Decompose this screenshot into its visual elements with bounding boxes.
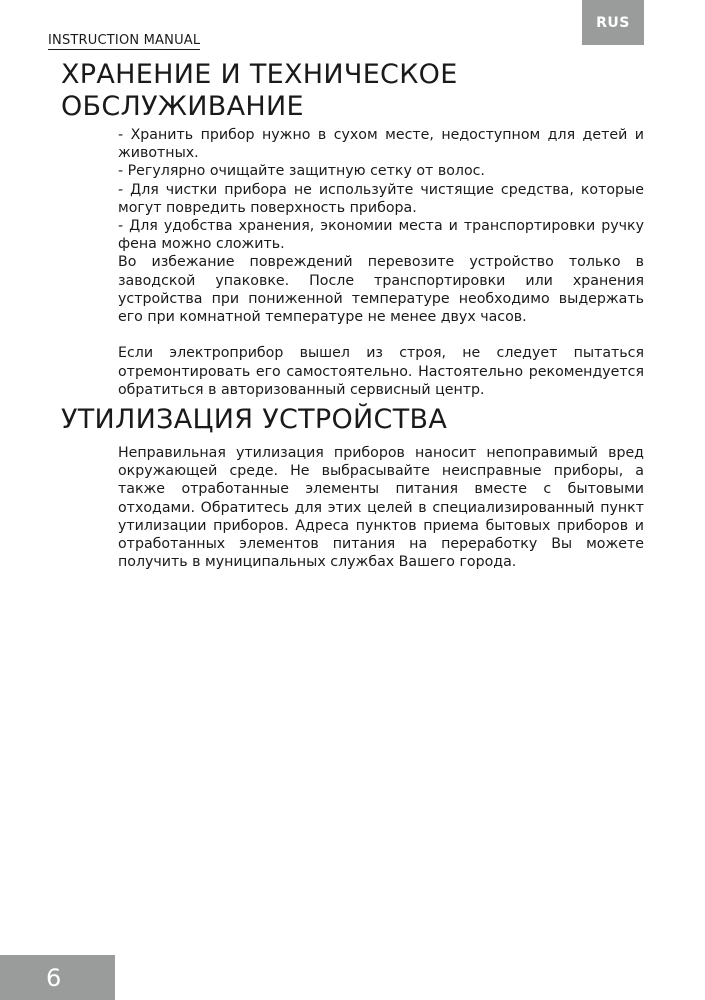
storage-paragraph: - Регулярно очищайте защитную сетку от волос.	[118, 163, 485, 180]
disposal-section-title: УТИЛИЗАЦИЯ УСТРОЙСТВА	[61, 404, 448, 435]
disposal-paragraph: Неправильная утилизация приборов наносит непоправимый вред окружающей среде. Не выбрасывайте неисправные приборы, а также отработанные элементы питания вместе с бытовыми отходами. Обратитесь для этих целей в специализированный пункт утилизации приборов. Адреса пунктов приема бытовых приборов и отработанных элементов питания на переработку Вы можете получить в муниципальных службах Вашего города.	[118, 445, 644, 571]
page-number: 6	[46, 963, 62, 992]
storage-title-line1: ХРАНЕНИЕ И ТЕХНИЧЕСКОЕ	[61, 59, 458, 90]
language-tab	[582, 0, 644, 45]
page-number-box	[0, 955, 115, 1000]
storage-paragraph: - Хранить прибор нужно в сухом месте, недоступном для детей и животных.	[118, 127, 644, 162]
storage-paragraph: Если электроприбор вышел из строя, не следует пытаться отремонтировать его самостоятельно. Настоятельно рекомендуется обратиться в авторизованный сервисный центр.	[118, 345, 644, 398]
storage-paragraph: Во избежание повреждений перевозите устройство только в заводской упаковке. После транспортировки или хранения устройства при пониженной температуре необходимо выдержать его при комнатной температуре не менее двух часов.	[118, 254, 644, 326]
storage-paragraph: - Для чистки прибора не используйте чистящие средства, которые могут повредить поверхность прибора.	[118, 181, 644, 216]
storage-section-title	[61, 59, 458, 123]
storage-text-block	[118, 126, 644, 399]
disposal-text-block	[118, 444, 644, 571]
language-label: RUS	[596, 14, 630, 31]
paragraph-spacer	[118, 326, 644, 344]
storage-title-line2: ОБСЛУЖИВАНИЕ	[61, 91, 304, 122]
storage-paragraph: - Для удобства хранения, экономии места и транспортировки ручку фена можно сложить.	[118, 218, 644, 253]
manual-header-label: INSTRUCTION MANUAL	[48, 33, 201, 48]
